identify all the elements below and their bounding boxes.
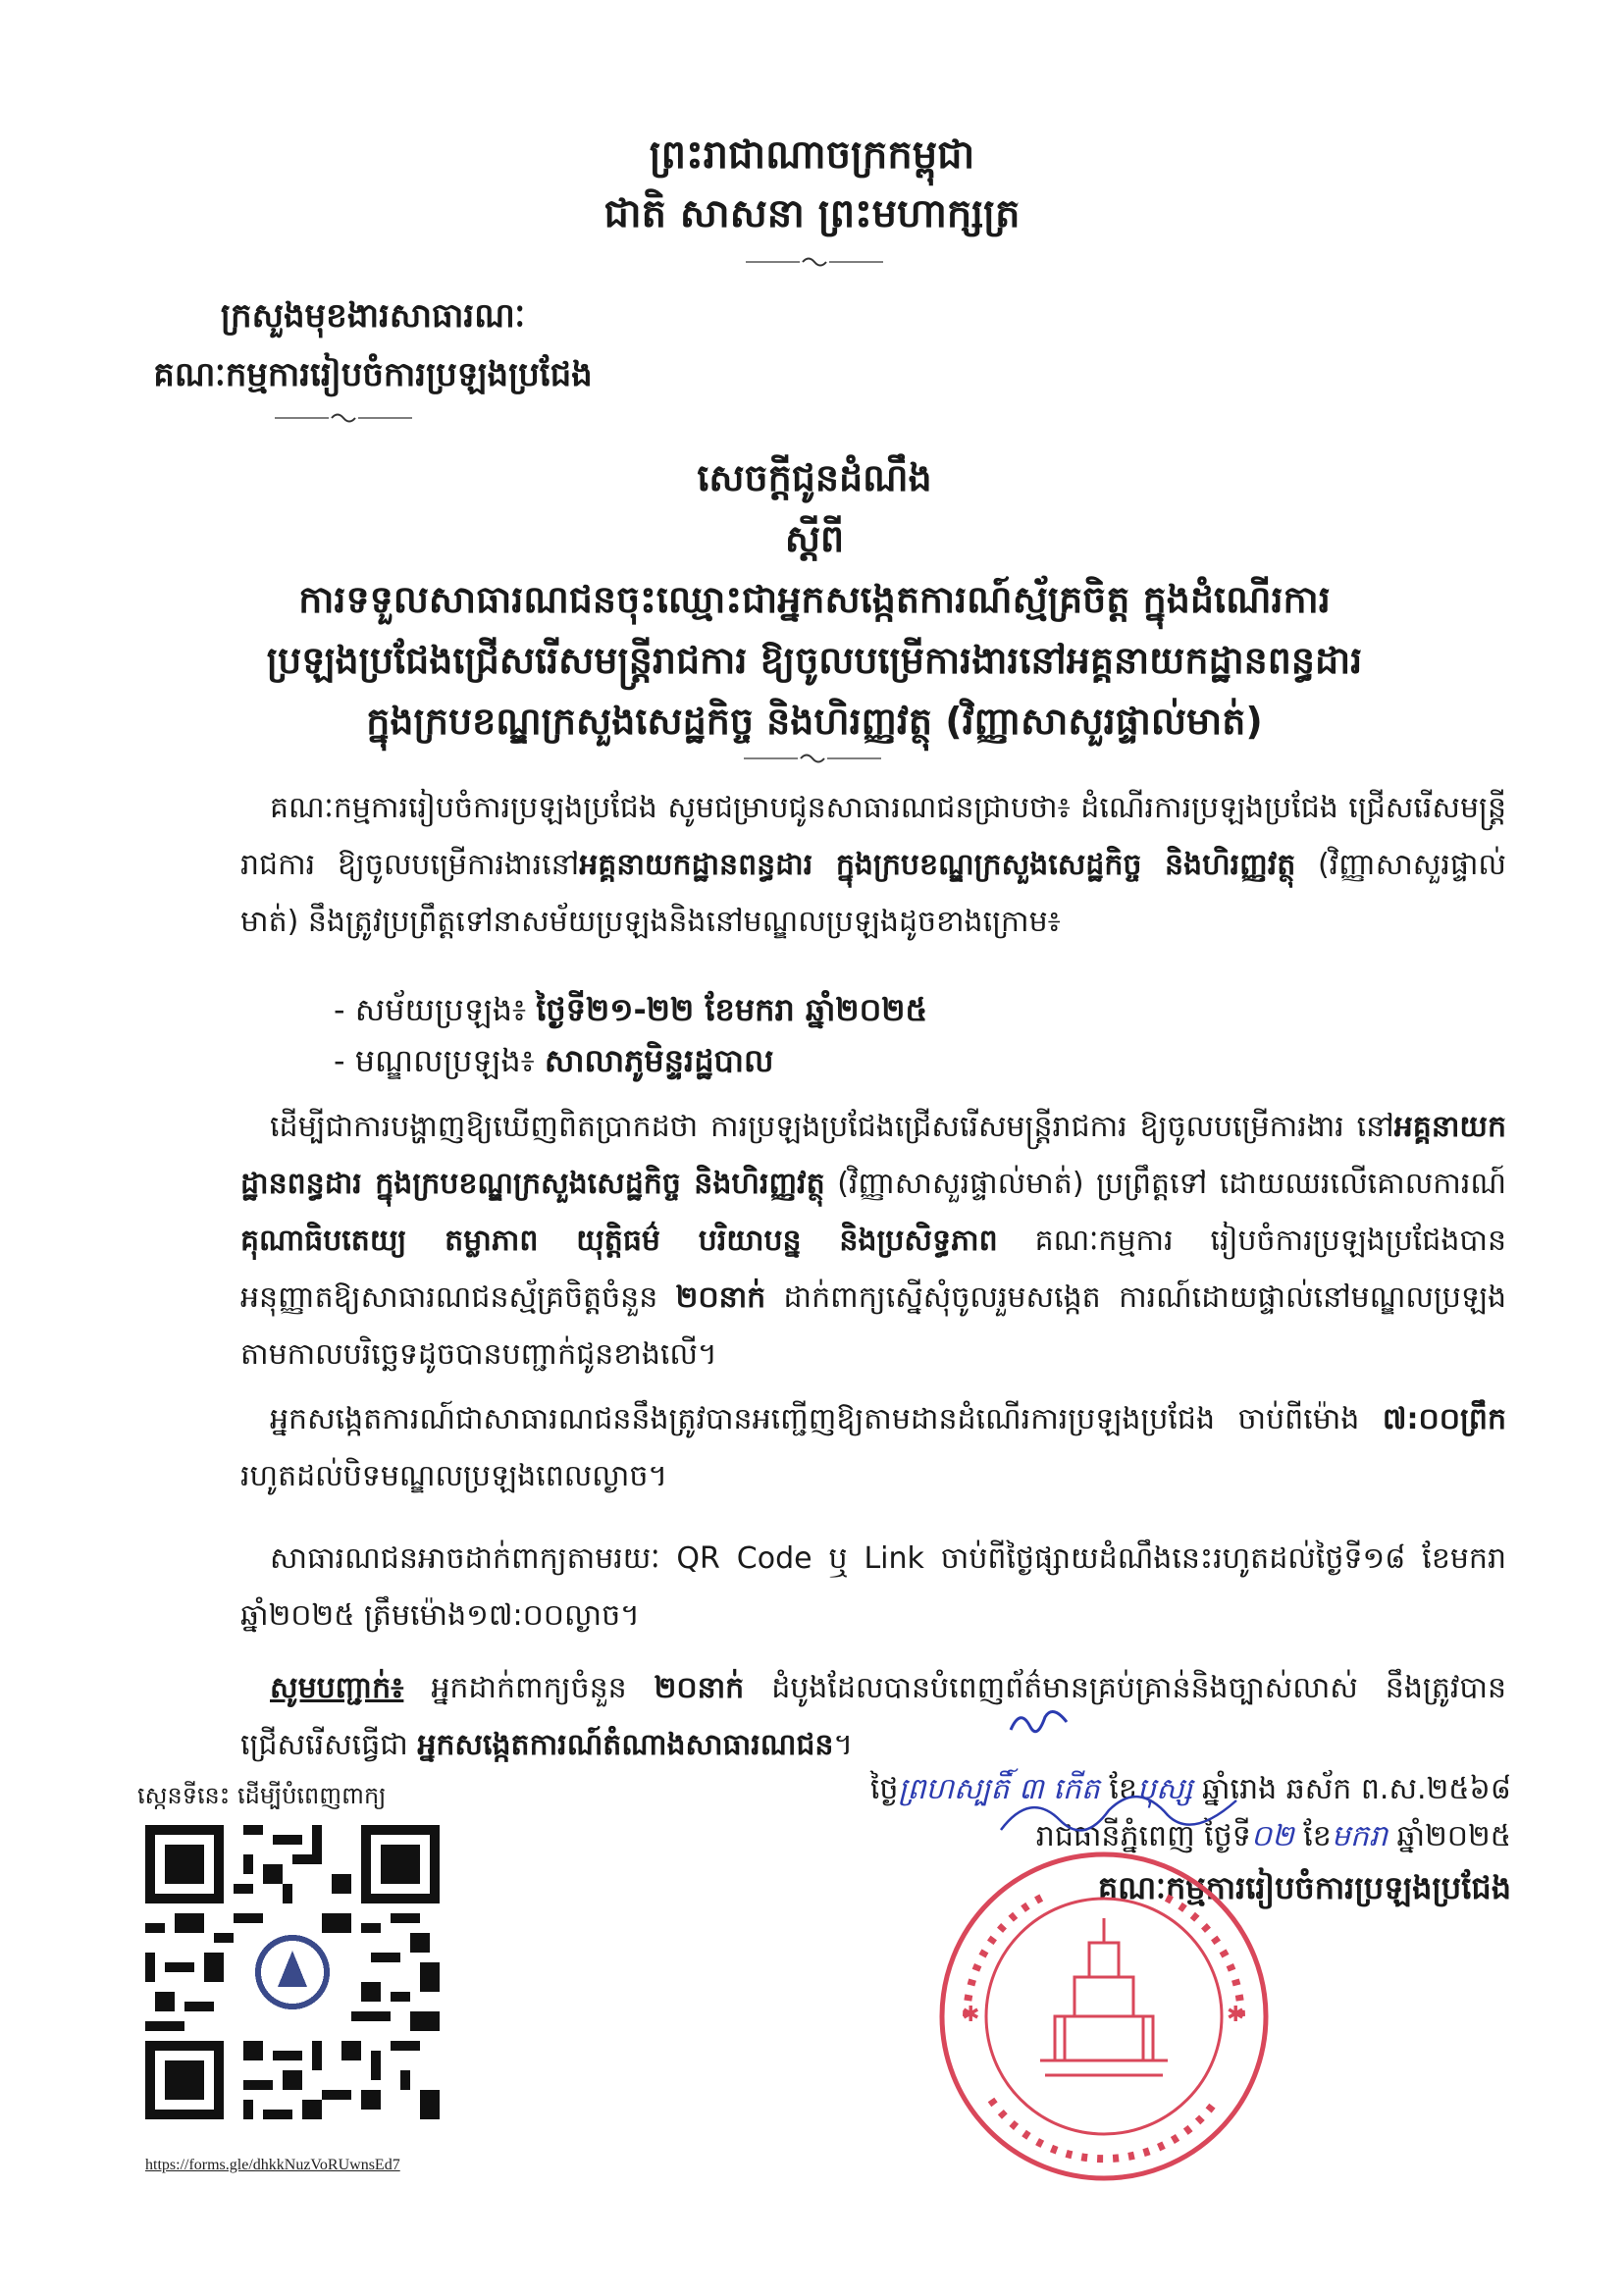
para3-time-bold: ៧:០០ព្រឹក: [1382, 1402, 1506, 1436]
para2-dept-bold: អគ្គនាយកដ្ឋានពន្ធដារ ក្នុងក្របខណ្ឌក្រសួងសេដ្ឋកិច្ច និងហិរញ្ញវត្ថុ: [240, 1110, 1506, 1201]
svg-text:✱: ✱: [1227, 2003, 1245, 2027]
signature-icon: [991, 1781, 1246, 1853]
year-text: ឆ្នាំ២០២៥: [1388, 1819, 1511, 1853]
lunar-month-handwritten: បុស្ស: [1136, 1772, 1193, 1806]
initial-scribble-icon: [1006, 1702, 1074, 1746]
committee-name: គណៈកម្មការរៀបចំការប្រឡងប្រជែង: [153, 355, 593, 394]
paragraph-time: [240, 1391, 1506, 1505]
lunar-year: ឆ្នាំរោង ឆស័ក ព.ស.២៥៦៨: [1192, 1772, 1511, 1806]
place-prefix: រាជធានីភ្នំពេញ ថ្ងៃទី: [1035, 1819, 1251, 1853]
para2-text-a: ដើម្បីជាការបង្ហាញឱ្យឃើញពិតប្រាកដថា ការប្រឡងប្រជែងជ្រើសរើសមន្ត្រីរាជការ ឱ្យចូលបម្រើការងារ នៅ: [270, 1110, 1394, 1144]
para2-text-e: គណៈកម្មការ រៀបចំការប្រឡងប្រជែងបានអនុញ្ញាតឱ្យសាធារណជនស្ម័គ្រចិត្តចំនួន: [240, 1224, 1506, 1315]
ornament-divider-left: [275, 410, 412, 429]
para1-dept-bold: អគ្គនាយកដ្ឋានពន្ធដារ ក្នុងក្របខណ្ឌក្រសួងសេដ្ឋកិច្ច និងហិរញ្ញវត្ថុ: [579, 848, 1296, 882]
para2-count-bold: ២០នាក់: [675, 1280, 766, 1315]
paragraph-intro: [240, 780, 1506, 951]
ministry-block: [118, 287, 628, 404]
notice-title: [137, 447, 1492, 752]
para5-observer-bold: អ្នកសង្កេតការណ៍តំណាងសាធារណជន: [417, 1728, 834, 1762]
signer-name: គណៈកម្មការរៀបចំការប្រឡងប្រជែង: [1097, 1869, 1511, 1906]
title-line-1: សេចក្តីជូនដំណឹង: [697, 456, 932, 499]
para5-text-c: ដំបូងដែលបានបំពេញព័ត៌មានគ្រប់គ្រាន់និងច្បាស់លាស់ នឹងត្រូវបានជ្រើសរើសធ្វើជា: [240, 1671, 1506, 1762]
lunar-month-prefix: ខែ: [1099, 1772, 1137, 1806]
svg-text:✱: ✱: [962, 2003, 980, 2027]
qr-code-icon[interactable]: [145, 1825, 440, 2119]
center-label: - មណ្ឌលប្រឡង៖: [334, 1042, 545, 1079]
para1-text-c: (វិញ្ញាសាសួរផ្ទាល់មាត់) នឹងត្រូវប្រព្រឹត្តទៅនាសម័យប្រឡងនិងនៅមណ្ឌលប្រឡងដូចខាងក្រោម៖: [240, 848, 1506, 939]
lunar-day-handwritten: ព្រហស្បតិ៍ ៣ កើត: [898, 1772, 1100, 1806]
official-stamp: [932, 1845, 1276, 2188]
para5-text-a: អ្នកដាក់ពាក្យចំនួន: [403, 1671, 655, 1705]
para2-principles-bold: គុណាធិបតេយ្យ តម្លាភាព យុត្តិធម៌ បរិយាបន្ន និងប្រសិទ្ធភាព: [240, 1224, 998, 1258]
lunar-prefix: ថ្ងៃ: [869, 1772, 899, 1806]
bullet-session: [334, 981, 927, 1038]
para3-text-c: រហូតដល់បិទមណ្ឌលប្រឡងពេលល្ងាច។: [240, 1459, 668, 1493]
title-line-5: ក្នុងក្របខណ្ឌក្រសួងសេដ្ឋកិច្ច និងហិរញ្ញវត្ថុ (វិញ្ញាសាសួរផ្ទាល់មាត់): [366, 700, 1263, 743]
para5-count-bold: ២០នាក់: [654, 1671, 745, 1705]
bullet-center: [334, 1032, 773, 1089]
ornament-divider-top: [746, 253, 883, 274]
day-handwritten: ០២: [1250, 1819, 1294, 1853]
month-prefix: ខែ: [1293, 1819, 1332, 1853]
center-value: សាលាភូមិន្ទរដ្ឋបាល: [544, 1042, 774, 1079]
paragraph-application: [240, 1531, 1506, 1644]
session-label: - សម័យប្រឡង៖: [334, 991, 537, 1028]
para5-text-e: ។: [833, 1728, 854, 1762]
ornament-divider-title: [744, 751, 881, 769]
para3-text-a: អ្នកសង្កេតការណ៍ជាសាធារណជននឹងត្រូវបានអញ្ជើញឱ្យតាមដានដំណើរការប្រឡងប្រជែង ចាប់ពីម៉ោង: [270, 1402, 1383, 1436]
session-value: ថ្ងៃទី២១-២២ ខែមករា ឆ្នាំ២០២៥: [536, 991, 928, 1028]
note-label: សូមបញ្ជាក់៖: [270, 1671, 404, 1705]
qr-label: ស្កេនទីនេះ ដើម្បីបំពេញពាក្យ: [137, 1782, 387, 1809]
para2-text-g: ដាក់ពាក្យស្នើសុំចូលរួមសង្កេត ការណ៍ដោយផ្ទាល់នៅមណ្ឌលប្រឡង តាមកាលបរិច្ឆេទដូចបានបញ្ជាក់ជូនខាងលើ។: [240, 1280, 1507, 1372]
month-handwritten: មករា: [1331, 1819, 1388, 1853]
title-line-4: ប្រឡងប្រជែងជ្រើសរើសមន្ត្រីរាជការ ឱ្យចូលបម្រើការងារនៅអគ្គនាយកដ្ឋានពន្ធដារ: [266, 639, 1363, 682]
para4-text: សាធារណជនអាចដាក់ពាក្យតាមរយៈ QR Code ឬ Link ចាប់ពីថ្ងៃផ្សាយដំណឹងនេះរហូតដល់ថ្ងៃទី១៨ ខែមករា ឆ្នាំ២០២៥ ត្រឹមម៉ោង១៧:០០ល្ងាច។: [240, 1541, 1506, 1633]
title-line-3: ការទទួលសាធារណជនចុះឈ្មោះជាអ្នកសង្កេតការណ៍ស្ម័គ្រចិត្ត ក្នុងដំណើរការ: [298, 578, 1331, 621]
para1-text-a: គណៈកម្មការរៀបចំការប្រឡងប្រជែង សូមជម្រាបជូនសាធារណជនជ្រាបថា៖ ដំណើរការប្រឡងប្រជែង ជ្រើសរើសមន្ត្រីរាជការ ឱ្យចូលបម្រើការងារនៅ: [240, 791, 1506, 882]
para2-text-c: (វិញ្ញាសាសួរផ្ទាល់មាត់) ប្រព្រឹត្តទៅ ដោយឈរលើគោលការណ៍: [824, 1167, 1506, 1201]
paragraph-principles: [240, 1099, 1506, 1383]
header-kingdom: [0, 126, 1624, 243]
paragraph-note: [240, 1660, 1506, 1774]
form-link[interactable]: https://forms.gle/dhkkNuzVoRUwnsEd7: [145, 2157, 400, 2173]
title-line-2: ស្តីពី: [784, 517, 845, 560]
kingdom-title: ព្រះរាជាណាចក្រកម្ពុជា: [649, 132, 975, 178]
ministry-name: ក្រសួងមុខងារសាធារណៈ: [220, 296, 526, 336]
national-motto: ជាតិ សាសនា ព្រះមហាក្សត្រ: [603, 191, 1021, 236]
